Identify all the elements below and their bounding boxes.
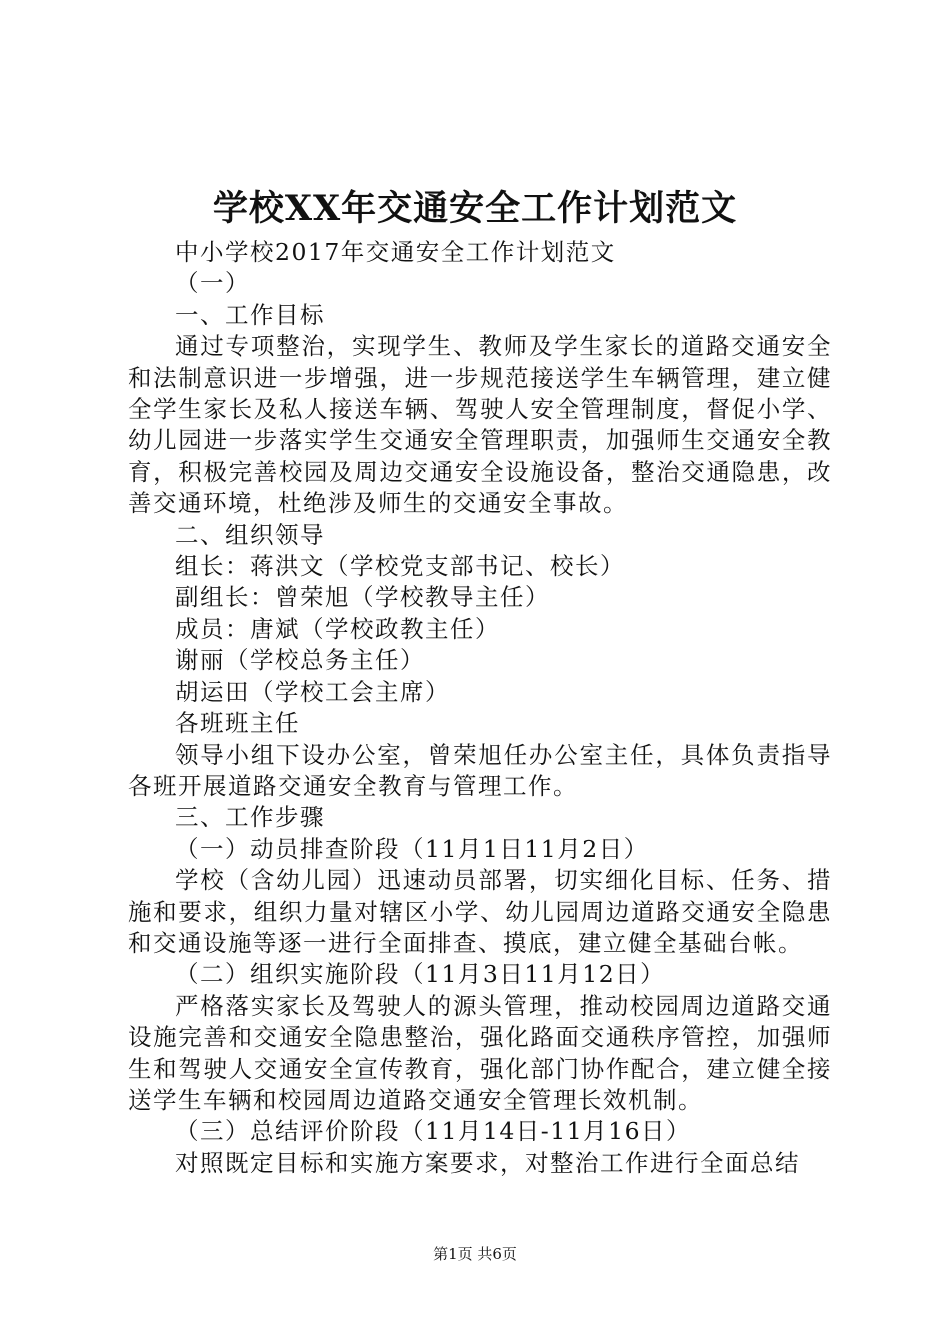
paragraph-deputy-leader: 副组长：曾荣旭（学校教导主任） [175,583,550,612]
paragraph-team-leader: 组长：蒋洪文（学校党支部书记、校长） [175,552,625,581]
paragraph-member-1: 成员：唐斌（学校政教主任） [175,614,500,643]
paragraph-phase-2: 严格落实家长及驾驶人的源头管理，推动校园周边道路交通设施完善和交通安全隐患整治，强化路面交通秩序管控，加强师生和驾驶人交通安全宣传教育，强化部门协作配合，建立健全接送学生车辆和校园周边道路交通安全管理长效机制。 [128,991,832,1114]
heading-phase-3: （三）总结评价阶段（11月14日-11月16日） [175,1117,692,1146]
paragraph-member-3: 胡运田（学校工会主席） [175,677,450,706]
paragraph-office: 领导小组下设办公室，曾荣旭任办公室主任，具体负责指导各班开展道路交通安全教育与管理工作。 [128,740,832,800]
page-footer: 第1页 共6页 [433,1245,517,1263]
document-title: 学校XX年交通安全工作计划范文 [212,188,738,229]
heading-phase-1: （一）动员排查阶段（11月1日11月2日） [175,834,649,863]
paragraph-phase-3: 对照既定目标和实施方案要求，对整治工作进行全面总结 [175,1148,800,1177]
heading-organization: 二、组织领导 [175,520,325,549]
paragraph-subtitle: 中小学校2017年交通安全工作计划范文 [175,238,616,266]
paragraph-member-2: 谢丽（学校总务主任） [175,646,425,675]
heading-work-steps: 三、工作步骤 [175,803,325,832]
heading-phase-2: （二）组织实施阶段（11月3日11月12日） [175,960,666,989]
heading-work-goals: 一、工作目标 [175,300,325,329]
paragraph-phase-1: 学校（含幼儿园）迅速动员部署，切实细化目标、任务、措施和要求，组织力量对辖区小学、幼儿园周边道路交通安全隐患和交通设施等逐一进行全面排查、摸底，建立健全基础台帐。 [128,866,832,957]
paragraph-work-goals: 通过专项整治，实现学生、教师及学生家长的道路交通安全和法制意识进一步增强，进一步规范接送学生车辆管理，建立健全学生家长及私人接送车辆、驾驶人安全管理制度，督促小学、幼儿园进一步落实学生交通安全管理职责，加强师生交通安全教育，积极完善校园及周边交通安全设施设备，整治交通隐患，改善交通环境，杜绝涉及师生的交通安全事故。 [128,332,832,518]
document-body [128,237,832,1179]
paragraph-member-4: 各班班主任 [175,709,300,738]
paragraph-section-marker: （一） [175,269,250,298]
